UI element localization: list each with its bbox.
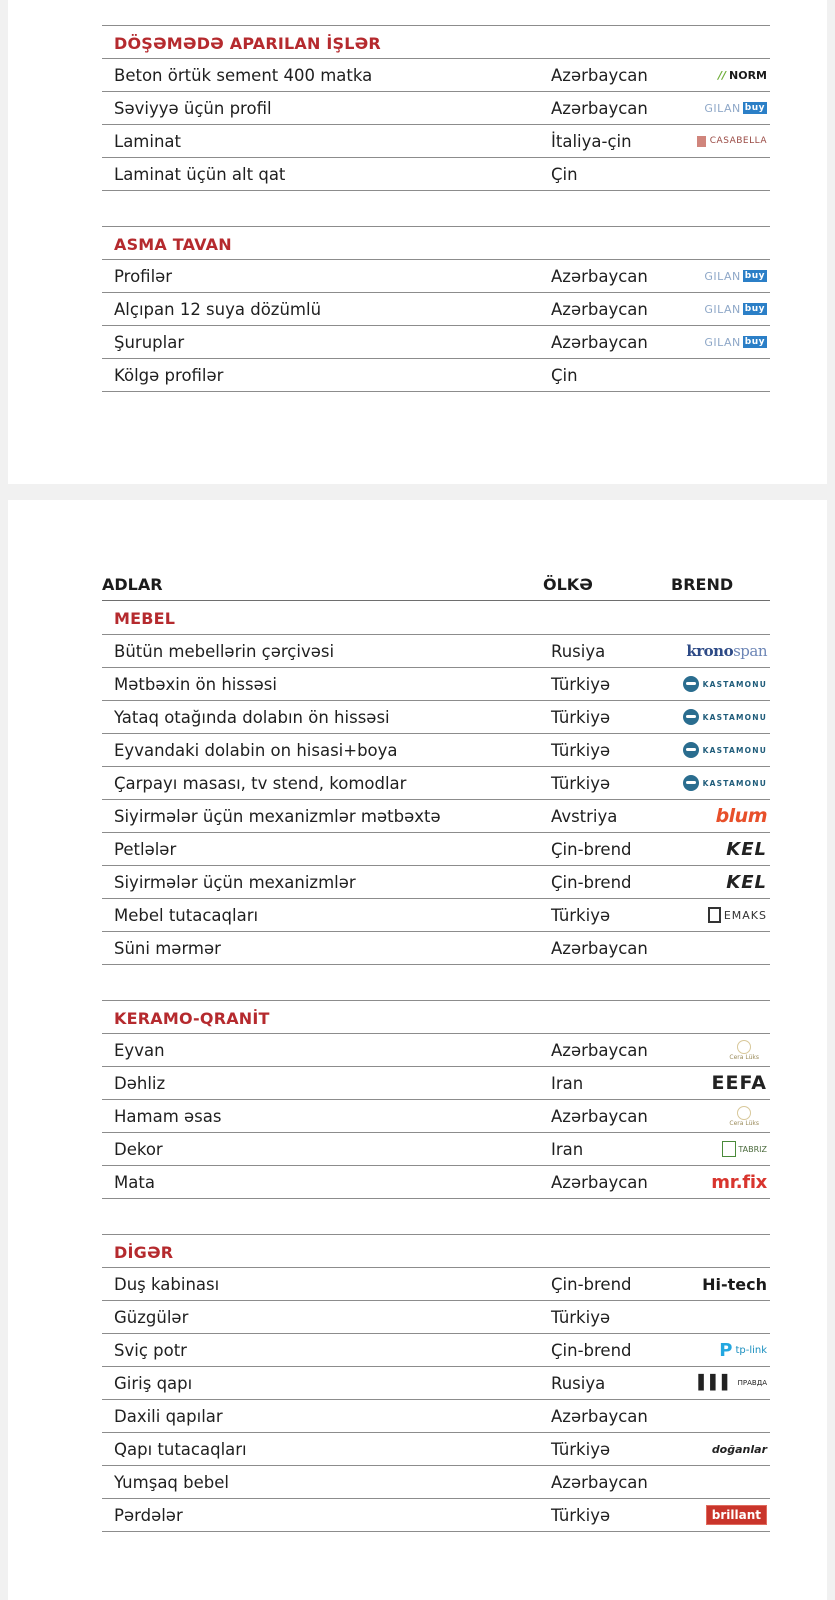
norm-logo: // NORM xyxy=(717,68,767,82)
tabriz-icon xyxy=(722,1141,736,1157)
item-name: Güzgülər xyxy=(114,1308,189,1327)
cera-lux-logo: Cera Lüks xyxy=(655,1104,767,1128)
section-header xyxy=(102,25,770,59)
item-country: Çin-brend xyxy=(551,873,632,892)
item-name: Giriş qapı xyxy=(114,1374,193,1393)
item-name: Mata xyxy=(114,1173,155,1192)
table-row xyxy=(102,125,770,158)
kastamonu-logo: KASTAMONU xyxy=(655,705,767,729)
item-name: Çarpayı masası, tv stend, komodlar xyxy=(114,774,407,793)
item-name: Siyirmələr üçün mexanizmlər mətbəxtə xyxy=(114,807,441,826)
item-country: Azərbaycan xyxy=(551,1041,648,1060)
item-country: Türkiyə xyxy=(551,741,611,760)
item-country: Azərbaycan xyxy=(551,333,648,352)
casabella-icon xyxy=(697,136,706,147)
item-country: Azərbaycan xyxy=(551,1107,648,1126)
item-name: Hamam əsas xyxy=(114,1107,222,1126)
item-name: Süni mərmər xyxy=(114,939,221,958)
table-row xyxy=(102,1433,770,1466)
item-country: Iran xyxy=(551,1140,584,1159)
materials-card-bottom xyxy=(8,500,827,1600)
item-country: Rusiya xyxy=(551,642,606,661)
item-name: Eyvan xyxy=(114,1041,165,1060)
kastamonu-logo: KASTAMONU xyxy=(655,738,767,762)
table-row xyxy=(102,1466,770,1499)
tplink-icon: P xyxy=(719,1339,733,1361)
column-header-country: ÖLKƏ xyxy=(543,575,593,594)
kastamonu-logo: KASTAMONU xyxy=(655,771,767,795)
kel-logo: KEL xyxy=(726,871,767,893)
brillant-logo: brillant xyxy=(655,1503,767,1527)
gilan-logo: GILAN buy xyxy=(704,269,765,283)
item-name: Şuruplar xyxy=(114,333,185,352)
item-name: Dəhliz xyxy=(114,1074,166,1093)
table-row xyxy=(102,767,770,800)
item-name: Laminat xyxy=(114,132,181,151)
item-name: Mebel tutacaqları xyxy=(114,906,259,925)
table-row xyxy=(102,59,770,92)
table-row xyxy=(102,1133,770,1166)
item-country: Türkiyə xyxy=(551,1440,611,1459)
table-row xyxy=(102,1100,770,1133)
table-row xyxy=(102,1400,770,1433)
item-country: Azərbaycan xyxy=(551,300,648,319)
table-row xyxy=(102,260,770,293)
section-title: DİGƏR xyxy=(114,1243,174,1262)
cera-emblem-icon xyxy=(737,1106,751,1120)
item-country: Iran xyxy=(551,1074,584,1093)
item-name: Qapı tutacaqları xyxy=(114,1440,247,1459)
section-title: DÖŞƏMƏDƏ APARILAN İŞLƏR xyxy=(114,34,381,53)
table-row xyxy=(102,293,770,326)
item-name: Siyirmələr üçün mexanizmlər xyxy=(114,873,356,892)
blum-logo: blum xyxy=(715,805,767,827)
item-name: Bütün mebellərin çərçivəsi xyxy=(114,642,335,661)
pravda-bars-icon: ▌▌▌ xyxy=(698,1375,734,1391)
doganlar-logo: doğanlar xyxy=(711,1442,767,1456)
table-row xyxy=(102,1301,770,1334)
table-row xyxy=(102,359,770,392)
table-row xyxy=(102,1268,770,1301)
item-name: Alçıpan 12 suya dözümlü xyxy=(114,300,322,319)
globe-icon xyxy=(683,676,699,692)
item-name: Yumşaq bebel xyxy=(114,1473,229,1492)
item-name: Kölgə profilər xyxy=(114,366,224,385)
table-row xyxy=(102,1166,770,1199)
table-row xyxy=(102,92,770,125)
item-country: Azərbaycan xyxy=(551,267,648,286)
table-row xyxy=(102,1067,770,1100)
table-row xyxy=(102,932,770,965)
tplink-logo: P tp-link xyxy=(719,1339,767,1361)
item-name: Duş kabinası xyxy=(114,1275,220,1294)
item-name: Laminat üçün alt qat xyxy=(114,165,286,184)
item-country: Çin xyxy=(551,165,578,184)
table-row xyxy=(102,866,770,899)
item-country: Rusiya xyxy=(551,1374,606,1393)
table-row xyxy=(102,158,770,191)
table-row xyxy=(102,800,770,833)
item-name: Mətbəxin ön hissəsi xyxy=(114,675,277,694)
kastamonu-logo: KASTAMONU xyxy=(655,672,767,696)
item-name: Yataq otağında dolabın ön hissəsi xyxy=(114,708,390,727)
kel-logo: KEL xyxy=(726,838,767,860)
item-country: Azərbaycan xyxy=(551,1407,648,1426)
section-title: KERAMO-QRANİT xyxy=(114,1009,270,1028)
item-country: Türkiyə xyxy=(551,774,611,793)
item-country: Avstriya xyxy=(551,807,618,826)
section-header xyxy=(102,1234,770,1268)
section-title: MEBEL xyxy=(114,609,176,628)
item-country: Azərbaycan xyxy=(551,1173,648,1192)
column-header-name: ADLAR xyxy=(102,575,163,594)
section-header xyxy=(102,601,770,635)
emaks-icon xyxy=(708,907,721,923)
item-country: Çin-brend xyxy=(551,1341,632,1360)
gilan-logo: GILAN buy xyxy=(704,101,765,115)
item-country: Azərbaycan xyxy=(551,99,648,118)
item-country: İtaliya-çin xyxy=(551,132,632,151)
item-name: Profilər xyxy=(114,267,173,286)
table-row xyxy=(102,833,770,866)
table-row xyxy=(102,635,770,668)
item-name: Beton örtük sement 400 matka xyxy=(114,66,373,85)
item-name: Sviç potr xyxy=(114,1341,187,1360)
table-row xyxy=(102,899,770,932)
eefa-logo: EEFA xyxy=(711,1072,767,1094)
pravda-logo: ▌▌▌ ПРАВДА xyxy=(698,1375,767,1391)
globe-icon xyxy=(683,709,699,725)
tabriz-logo: TABRIZ xyxy=(655,1137,767,1161)
globe-icon xyxy=(683,775,699,791)
item-country: Türkiyə xyxy=(551,708,611,727)
item-country: Azərbaycan xyxy=(551,1473,648,1492)
item-country: Türkiyə xyxy=(551,1506,611,1525)
item-country: Çin-brend xyxy=(551,840,632,859)
section-title: ASMA TAVAN xyxy=(114,235,232,254)
table-row xyxy=(102,701,770,734)
section-header xyxy=(102,226,770,260)
table-row xyxy=(102,734,770,767)
item-country: Türkiyə xyxy=(551,675,611,694)
norm-mark-icon: // xyxy=(717,68,727,82)
item-country: Azərbaycan xyxy=(551,939,648,958)
table-row xyxy=(102,1367,770,1400)
table-row xyxy=(102,1334,770,1367)
table-row xyxy=(102,1034,770,1067)
item-name: Pərdələr xyxy=(114,1506,183,1525)
cera-emblem-icon xyxy=(737,1040,751,1054)
materials-table-top xyxy=(102,25,770,392)
casabella-logo: CASABELLA xyxy=(655,129,767,153)
globe-icon xyxy=(683,742,699,758)
item-name: Səviyyə üçün profil xyxy=(114,99,272,118)
item-country: Çin-brend xyxy=(551,1275,632,1294)
table-row xyxy=(102,1499,770,1532)
table-row xyxy=(102,326,770,359)
cera-lux-logo: Cera Lüks xyxy=(655,1038,767,1062)
materials-table-bottom xyxy=(102,570,770,1532)
item-country: Türkiyə xyxy=(551,1308,611,1327)
materials-card-top xyxy=(8,0,827,484)
item-name: Dekor xyxy=(114,1140,163,1159)
table-row xyxy=(102,668,770,701)
item-country: Türkiyə xyxy=(551,906,611,925)
kronospan-logo: kronospan xyxy=(686,642,767,660)
mrfix-logo: mr.fix xyxy=(711,1171,767,1193)
hitech-logo: Hi-tech xyxy=(702,1274,767,1294)
item-country: Çin xyxy=(551,366,578,385)
emaks-logo: EMAKS xyxy=(655,903,767,927)
gilan-logo: GILAN buy xyxy=(704,335,765,349)
item-name: Eyvandaki dolabin on hisasi+boya xyxy=(114,741,398,760)
column-header-brand: BREND xyxy=(671,575,734,594)
gilan-logo: GILAN buy xyxy=(704,302,765,316)
item-name: Daxili qapılar xyxy=(114,1407,223,1426)
section-header xyxy=(102,1000,770,1034)
table-header xyxy=(102,570,770,601)
item-name: Petlələr xyxy=(114,840,177,859)
item-country: Azərbaycan xyxy=(551,66,648,85)
